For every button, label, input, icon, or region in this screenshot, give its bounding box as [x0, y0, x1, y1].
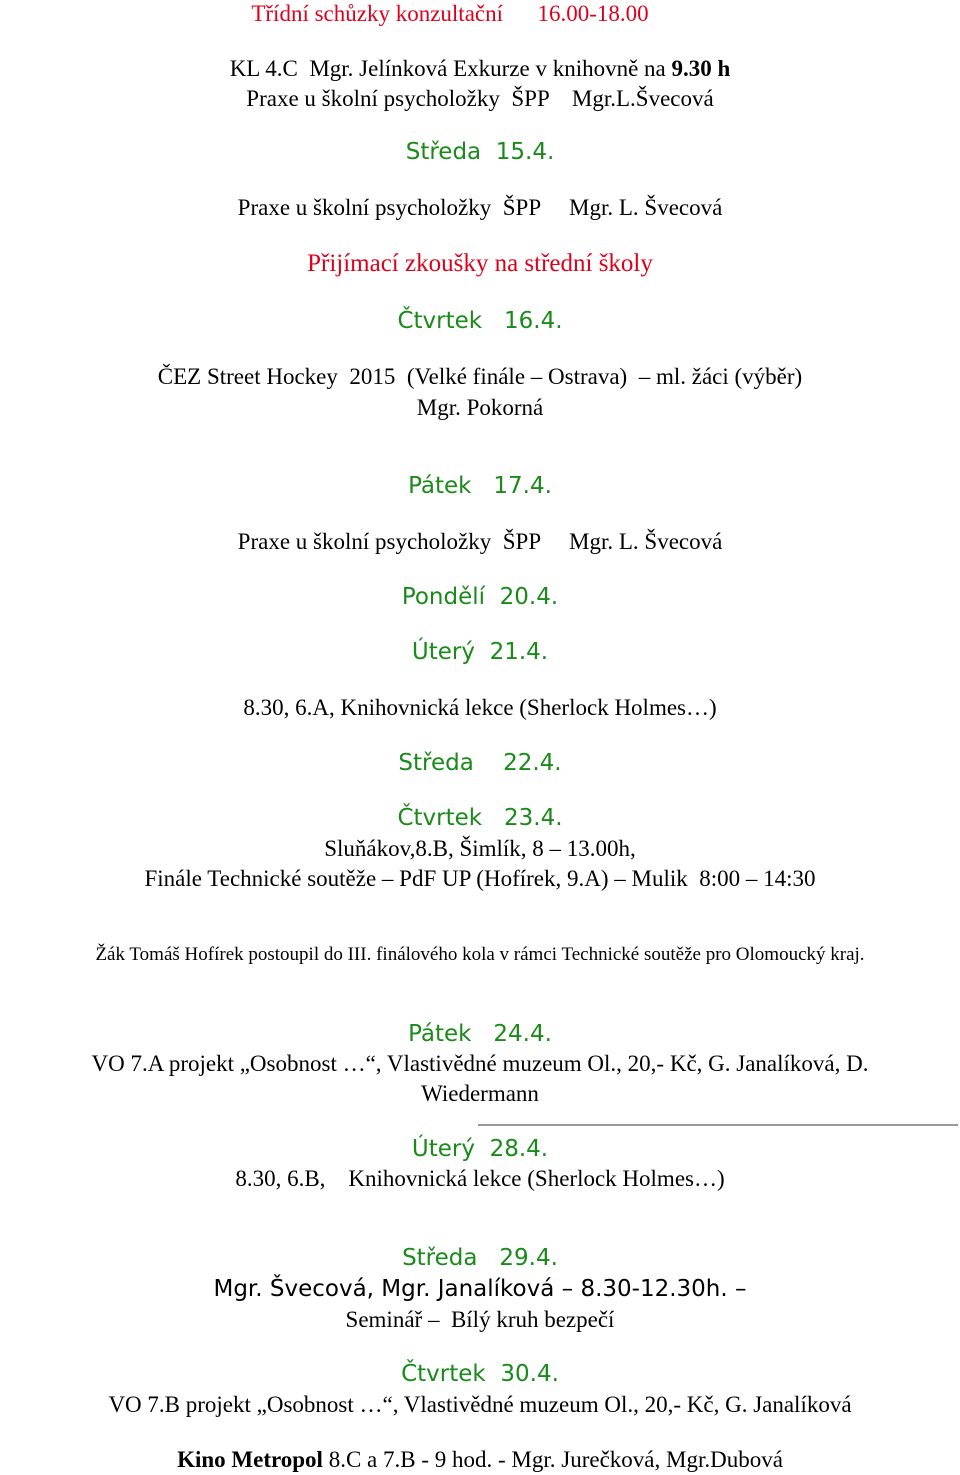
library-lesson-6b: 8.30, 6.B, Knihovnická lekce (Sherlock Holmes…)	[235, 1166, 725, 1191]
hockey-teacher: Mgr. Pokorná	[416, 395, 544, 420]
slunakov-line: Sluňákov,8.B, Šimlík, 8 – 13.00h,	[324, 836, 636, 861]
seminar-teachers-line: Mgr. Švecová, Mgr. Janalíková – 8.30-12.30h. –	[213, 1276, 747, 1302]
cinema-name: Kino Metropol	[177, 1447, 323, 1472]
entrance-exams-heading: Přijímací zkoušky na střední školy	[307, 250, 653, 277]
praxe-line-3: Praxe u školní psycholožky ŠPP Mgr. L. Švecová	[237, 529, 723, 554]
day-heading-patek-24: Pátek 24.4.	[408, 1021, 552, 1047]
project-7a-line: VO 7.A projekt „Osobnost …“, Vlastivědné muzeum Ol., 20,- Kč, G. Janalíková, D.	[91, 1051, 869, 1076]
day-heading-streda-29: Středa 29.4.	[402, 1245, 558, 1271]
seminar-title: Seminář – Bílý kruh bezpečí	[345, 1307, 615, 1332]
day-heading-ctvrtek-16: Čtvrtek 16.4.	[397, 308, 563, 334]
praxe-line-1: Praxe u školní psycholožky ŠPP Mgr.L.Švecová	[246, 86, 714, 111]
day-heading-utery-21: Úterý 21.4.	[411, 639, 549, 665]
hockey-line: ČEZ Street Hockey 2015 (Velké finále – Ostrava) – ml. žáci (výběr)	[157, 364, 803, 389]
library-lesson-6a: 8.30, 6.A, Knihovnická lekce (Sherlock Holmes…)	[243, 695, 717, 720]
day-heading-streda-15: Středa 15.4.	[405, 139, 555, 165]
day-heading-patek-17: Pátek 17.4.	[408, 473, 552, 499]
hofirek-announcement: Žák Tomáš Hofírek postoupil do III. finálového kola v rámci Technické soutěže pro Olomoucký kraj.	[95, 944, 865, 965]
project-7b-line: VO 7.B projekt „Osobnost …“, Vlastivědné muzeum Ol., 20,- Kč, G. Janalíková	[108, 1392, 852, 1417]
cinema-details: 8.C a 7.B - 9 hod. - Mgr. Jurečková, Mgr.Dubová	[322, 1447, 783, 1472]
day-heading-utery-28: Úterý 28.4.	[411, 1136, 549, 1162]
exkurze-text: KL 4.C Mgr. Jelínková Exkurze v knihovně na	[229, 56, 672, 81]
day-heading-ctvrtek-30: Čtvrtek 30.4.	[401, 1361, 559, 1387]
technical-final-line: Finále Technické soutěže – PdF UP (Hofírek, 9.A) – Mulik 8:00 – 14:30	[144, 866, 816, 891]
day-heading-pondeli-20: Pondělí 20.4.	[401, 584, 559, 610]
exkurze-time: 9.30 h	[671, 56, 731, 81]
day-heading-ctvrtek-23: Čtvrtek 23.4.	[397, 805, 563, 831]
project-7a-teacher: Wiedermann	[421, 1081, 539, 1106]
day-heading-streda-22: Středa 22.4.	[398, 750, 562, 776]
praxe-line-2: Praxe u školní psycholožky ŠPP Mgr. L. Švecová	[237, 195, 723, 220]
consultation-header: Třídní schůzky konzultační 16.00-18.00	[251, 1, 649, 26]
exkurze-line	[0, 57, 960, 80]
horizontal-divider	[478, 1124, 958, 1126]
cinema-line	[0, 1448, 960, 1471]
